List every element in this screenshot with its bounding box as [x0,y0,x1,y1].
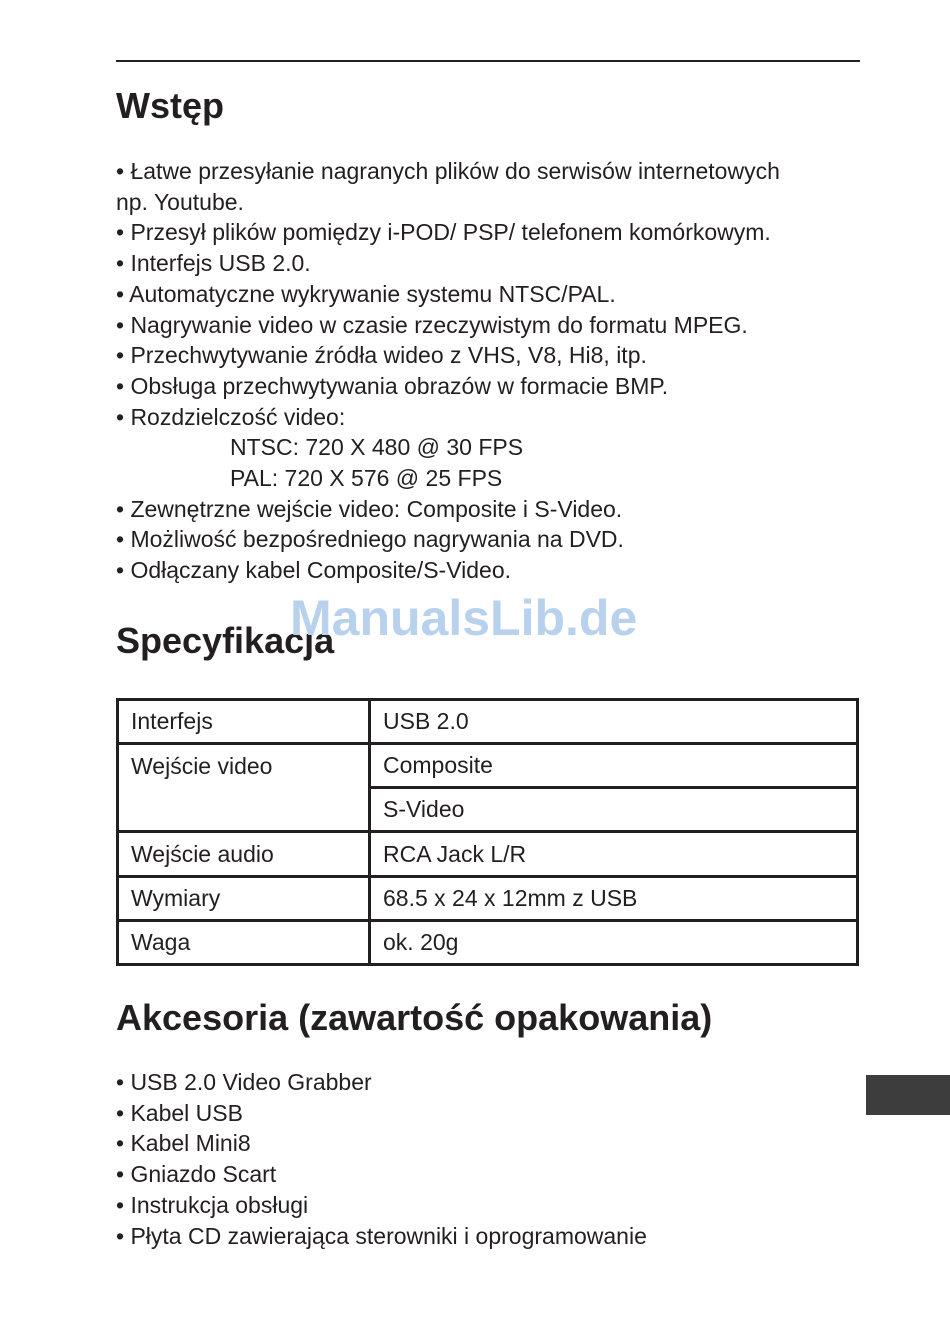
spec-value: ok. 20g [370,920,858,964]
list-item: • Zewnętrzne wejście video: Composite i S-Video. [116,495,623,522]
list-item: • Kabel USB [116,1099,243,1126]
table-row [118,700,858,744]
intro-heading: Wstęp [116,85,224,126]
spec-table [116,698,859,966]
list-item: • Rozdzielczość video: [116,403,346,430]
list-item: • Kabel Mini8 [116,1130,251,1157]
resolution-pal: PAL: 720 X 576 @ 25 FPS [230,465,503,492]
list-item: • Gniazdo Scart [116,1161,277,1188]
list-item: • Płyta CD zawierająca sterowniki i oprogramowanie [116,1222,647,1249]
list-item: • Interfejs USB 2.0. [116,250,311,277]
table-row [118,744,858,788]
spec-heading: Specyfikacja [116,620,335,661]
list-item: • Łatwe przesyłanie nagranych plików do serwisów internetowych [116,158,780,184]
list-item: • Przechwytywanie źródła wideo z VHS, V8, Hi8, itp. [116,342,647,369]
intro-list [116,156,780,586]
list-item: • Automatyczne wykrywanie systemu NTSC/PAL. [116,280,616,307]
table-row [118,832,858,876]
list-item: • Przesył plików pomiędzy i-POD/ PSP/ telefonem komórkowym. [116,219,771,246]
spec-label: Wymiary [118,876,370,920]
spec-value: 68.5 x 24 x 12mm z USB [370,876,858,920]
spec-label: Wejście audio [118,832,370,876]
spec-value: S-Video [370,788,858,832]
table-row [118,876,858,920]
list-item: np. Youtube. [116,188,244,215]
list-item: • USB 2.0 Video Grabber [116,1069,372,1095]
spec-label: Interfejs [118,700,370,744]
watermark: ManualsLib.de [290,590,638,646]
spec-label: Wejście video [118,744,370,832]
spec-value: Composite [370,744,858,788]
spec-value: USB 2.0 [370,700,858,744]
spec-label: Waga [118,920,370,964]
list-item: • Możliwość bezpośredniego nagrywania na DVD. [116,526,624,553]
list-item: • Obsługa przechwytywania obrazów w formacie BMP. [116,372,669,399]
table-row [118,920,858,964]
list-item: • Instrukcja obsługi [116,1191,309,1218]
top-rule [116,60,860,62]
list-item: • Nagrywanie video w czasie rzeczywistym do formatu MPEG. [116,311,748,338]
section-side-tab [866,1075,950,1115]
accessories-heading: Akcesoria (zawartość opakowania) [116,997,713,1038]
accessories-list [116,1067,647,1251]
list-item: • Odłączany kabel Composite/S-Video. [116,557,511,584]
spec-value: RCA Jack L/R [370,832,858,876]
resolution-ntsc: NTSC: 720 X 480 @ 30 FPS [230,434,524,461]
